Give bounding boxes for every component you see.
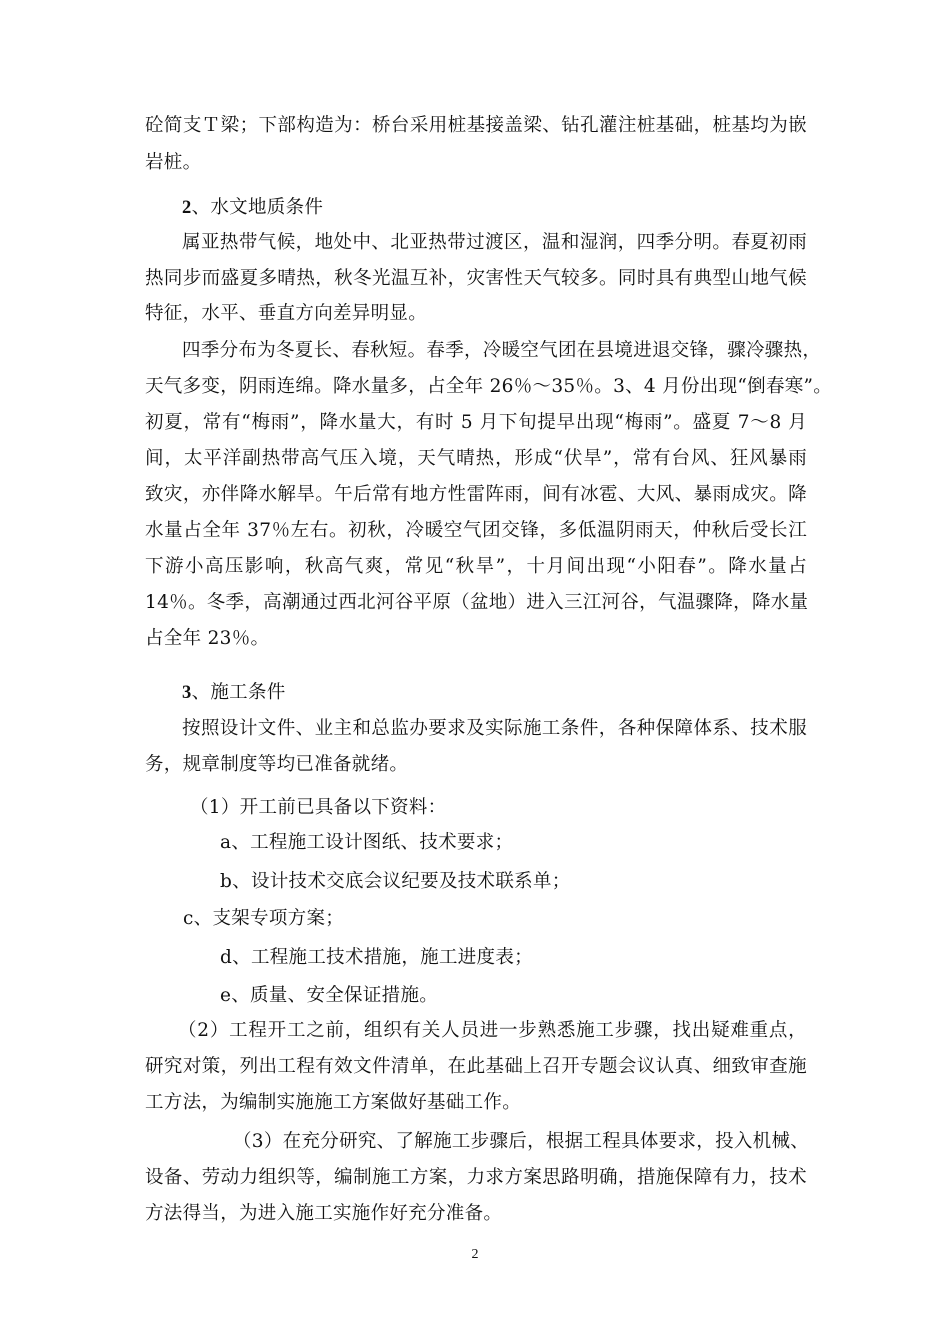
body-text-line: 岩桩。	[145, 152, 202, 173]
body-text-line: 工方法，为编制实施施工方案做好基础工作。	[145, 1092, 522, 1113]
body-text-line: 占全年 23％。	[145, 628, 270, 649]
section-heading-hydrogeology	[182, 195, 323, 221]
body-text-line: 热同步而盛夏多晴热，秋冬光温互补，灾害性天气较多。同时具有典型山地气候	[145, 268, 807, 289]
body-text-line: 特征，水平、垂直方向差异明显。	[145, 303, 428, 324]
body-text-line: 设备、劳动力组织等，编制施工方案，力求方案思路明确，措施保障有力，技术	[145, 1167, 807, 1188]
body-text-line: 间，太平洋副热带高气压入境，天气晴热，形成“伏旱”，常有台风、狂风暴雨	[145, 448, 807, 469]
body-text-line: 属亚热带气候，地处中、北亚热带过渡区，温和湿润，四季分明。春夏初雨	[182, 232, 807, 253]
section-title: 、施工条件	[191, 682, 286, 703]
list-item: e、质量、安全保证措施。	[220, 985, 439, 1006]
body-text-line: （3）在充分研究、了解施工步骤后，根据工程具体要求，投入机械、	[233, 1131, 810, 1152]
section-heading-construction-conditions	[182, 680, 286, 706]
list-item: b、设计技术交底会议纪要及技术联系单；	[220, 871, 571, 892]
list-item: a、工程施工设计图纸、技术要求；	[220, 832, 514, 853]
body-text-line: 四季分布为冬夏长、春秋短。春季，冷暖空气团在县境进退交锋，骤冷骤热，	[182, 340, 822, 361]
page-number: 2	[471, 1247, 479, 1262]
section-number: 2	[182, 198, 192, 218]
body-text-line: 14％。冬季，高潮通过西北河谷平原（盆地）进入三江河谷，气温骤降，降水量	[145, 592, 809, 613]
section-number: 3	[182, 683, 192, 703]
list-item: c、支架专项方案；	[183, 908, 345, 929]
body-text-line: 研究对策，列出工程有效文件清单，在此基础上召开专题会议认真、细致审查施	[145, 1056, 807, 1077]
body-text-line: 按照设计文件、业主和总监办要求及实际施工条件，各种保障体系、技术服	[182, 718, 807, 739]
body-text-line: 下游小高压影响，秋高气爽，常见“秋旱”，十月间出现“小阳春”。降水量占	[145, 556, 807, 577]
body-text-line: 方法得当，为进入施工实施作好充分准备。	[145, 1203, 503, 1224]
body-text-line: 初夏，常有“梅雨”，降水量大，有时 5 月下旬提早出现“梅雨”。盛夏 7～8 月	[145, 412, 807, 433]
body-text-line: 务，规章制度等均已准备就绪。	[145, 754, 409, 775]
body-text-line: 致灾，亦伴降水解旱。午后常有地方性雷阵雨，间有冰雹、大风、暴雨成灾。降	[145, 484, 807, 505]
body-text-line: 天气多变，阴雨连绵。降水量多，占全年 26％～35％。3、4 月份出现“倒春寒”。	[145, 376, 833, 397]
list-item: d、工程施工技术措施，施工进度表；	[220, 947, 533, 968]
body-text-line: 砼简支Ｔ梁；下部构造为：桥台采用桩基接盖梁、钻孔灌注桩基础，桩基均为嵌	[145, 115, 807, 136]
body-text-line: 水量占全年 37％左右。初秋，冷暖空气团交锋，多低温阴雨天，仲秋后受长江	[145, 520, 807, 541]
body-text-line: （2）工程开工之前，组织有关人员进一步熟悉施工步骤，找出疑难重点，	[178, 1020, 807, 1041]
list-heading: （1）开工前已具备以下资料：	[190, 797, 447, 818]
section-title: 、水文地质条件	[191, 197, 324, 218]
